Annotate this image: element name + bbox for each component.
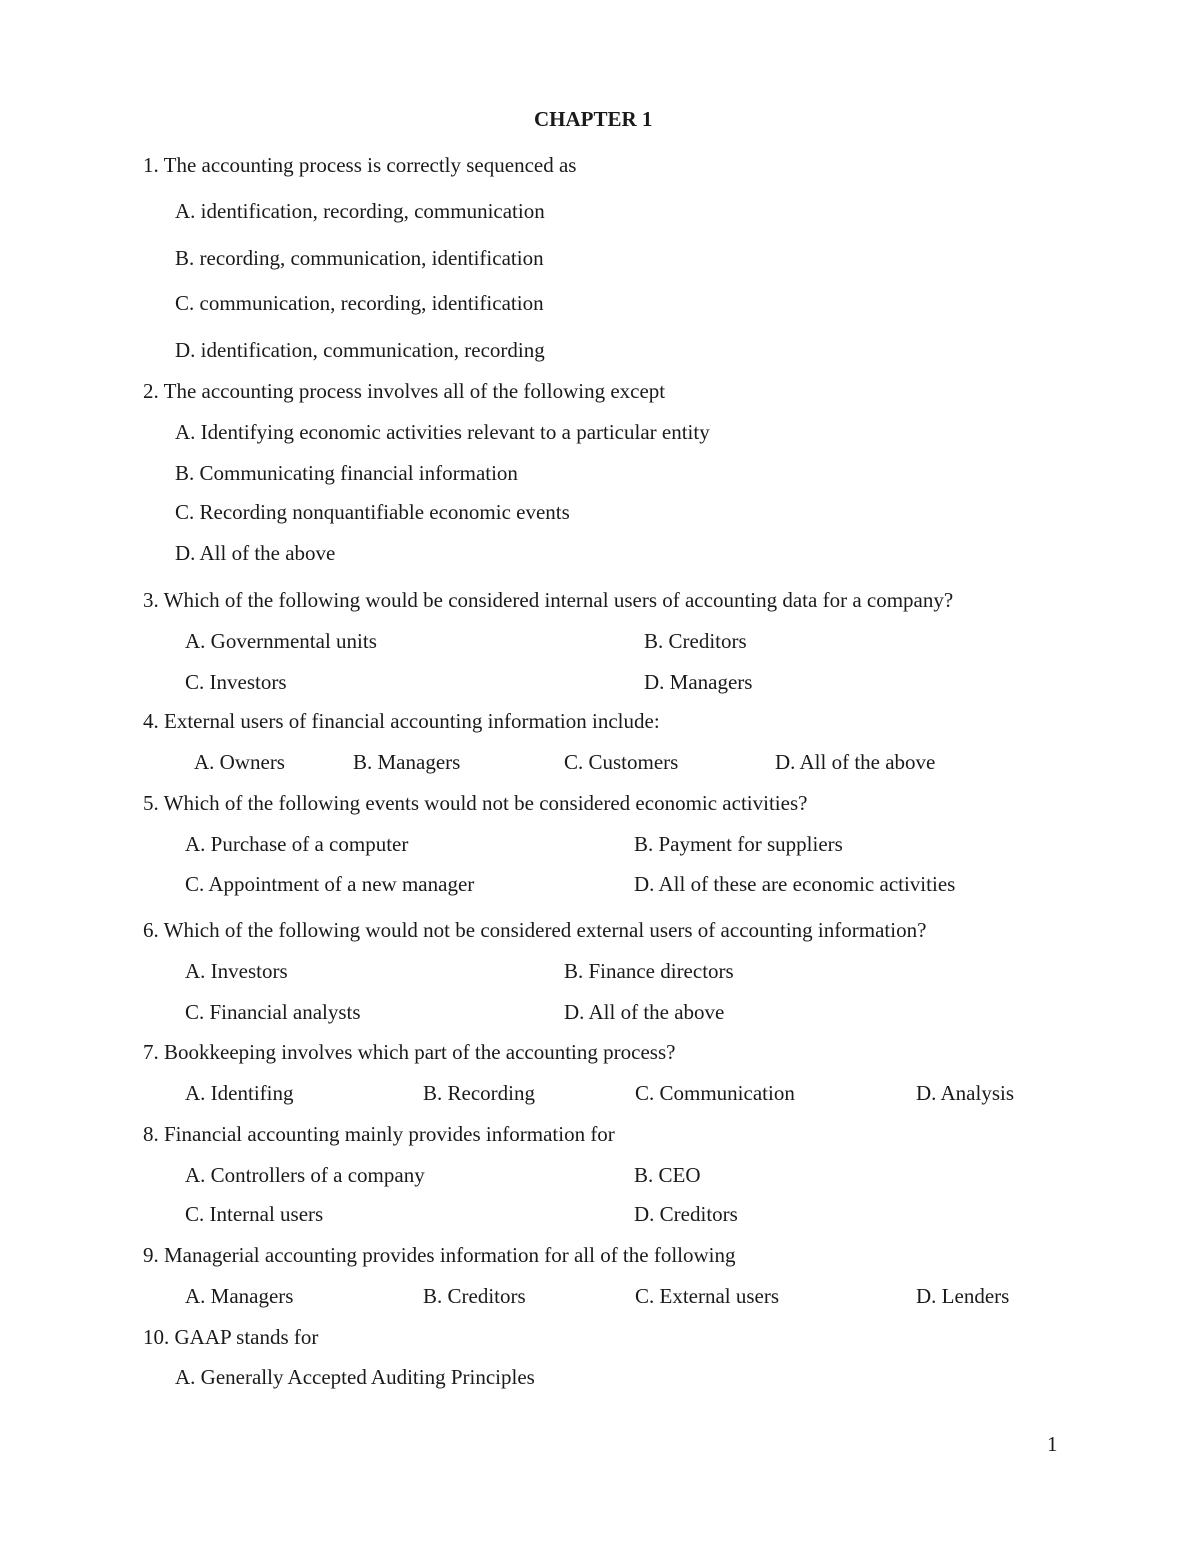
question-9-option-b: B. Creditors — [423, 1284, 526, 1308]
question-3-option-c: C. Investors — [185, 670, 287, 694]
question-10-stem: 10. GAAP stands for — [143, 1325, 319, 1349]
question-3-stem: 3. Which of the following would be considered internal users of accounting data for a company? — [143, 588, 954, 612]
question-9-option-c: C. External users — [635, 1284, 780, 1308]
question-5-option-c: C. Appointment of a new manager — [185, 872, 475, 896]
question-2-option-a: A. Identifying economic activities relevant to a particular entity — [175, 420, 710, 444]
question-9-option-d: D. Lenders — [916, 1284, 1010, 1308]
question-5-option-b: B. Payment for suppliers — [634, 832, 843, 856]
question-4-option-a: A. Owners — [194, 750, 285, 774]
question-8-option-a: A. Controllers of a company — [185, 1163, 425, 1187]
question-3-option-b: B. Creditors — [644, 629, 747, 653]
question-4-stem: 4. External users of financial accounting information include: — [143, 709, 660, 733]
question-1-option-d: D. identification, communication, recording — [175, 338, 545, 362]
question-6-option-b: B. Finance directors — [564, 959, 734, 983]
question-6-stem: 6. Which of the following would not be considered external users of accounting information? — [143, 918, 927, 942]
question-4-option-b: B. Managers — [353, 750, 461, 774]
question-1-stem: 1. The accounting process is correctly sequenced as — [143, 153, 577, 177]
question-2-option-d: D. All of the above — [175, 541, 336, 565]
question-7-option-b: B. Recording — [423, 1081, 535, 1105]
question-8-stem: 8. Financial accounting mainly provides information for — [143, 1122, 615, 1146]
question-6-option-d: D. All of the above — [564, 1000, 725, 1024]
question-8-option-c: C. Internal users — [185, 1202, 324, 1226]
question-8-option-d: D. Creditors — [634, 1202, 738, 1226]
question-1-option-c: C. communication, recording, identification — [175, 291, 544, 315]
question-7-stem: 7. Bookkeeping involves which part of the accounting process? — [143, 1040, 676, 1064]
question-6-option-c: C. Financial analysts — [185, 1000, 361, 1024]
question-7-option-a: A. Identifing — [185, 1081, 294, 1105]
question-9-stem: 9. Managerial accounting provides information for all of the following — [143, 1243, 736, 1267]
question-1-option-a: A. identification, recording, communication — [175, 199, 545, 223]
question-4-option-c: C. Customers — [564, 750, 679, 774]
question-3-option-d: D. Managers — [644, 670, 753, 694]
question-2-option-b: B. Communicating financial information — [175, 461, 518, 485]
question-7-option-c: C. Communication — [635, 1081, 795, 1105]
question-10-option-a: A. Generally Accepted Auditing Principles — [175, 1365, 535, 1389]
question-5-stem: 5. Which of the following events would not be considered economic activities? — [143, 791, 808, 815]
question-6-option-a: A. Investors — [185, 959, 288, 983]
page-number: 1 — [1047, 1432, 1058, 1456]
question-5-option-d: D. All of these are economic activities — [634, 872, 956, 896]
question-2-stem: 2. The accounting process involves all of the following except — [143, 379, 666, 403]
chapter-title: CHAPTER 1 — [534, 107, 653, 131]
question-4-option-d: D. All of the above — [775, 750, 936, 774]
question-3-option-a: A. Governmental units — [185, 629, 377, 653]
question-2-option-c: C. Recording nonquantifiable economic events — [175, 500, 570, 524]
question-5-option-a: A. Purchase of a computer — [185, 832, 409, 856]
question-8-option-b: B. CEO — [634, 1163, 701, 1187]
question-7-option-d: D. Analysis — [916, 1081, 1015, 1105]
question-9-option-a: A. Managers — [185, 1284, 294, 1308]
question-1-option-b: B. recording, communication, identification — [175, 246, 544, 270]
